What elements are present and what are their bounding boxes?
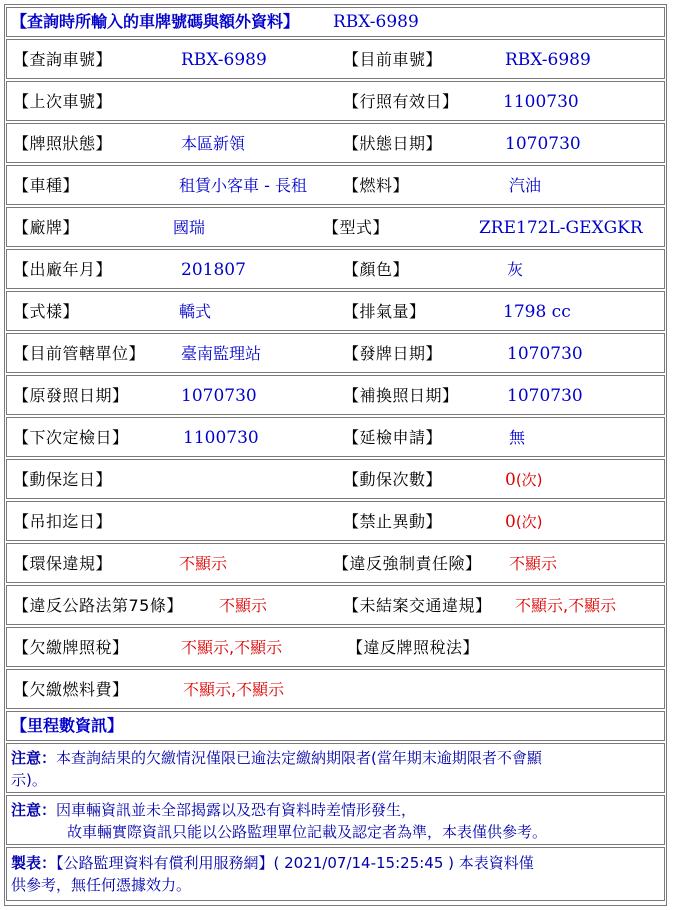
table-row: [6, 585, 665, 625]
field-label: 【違反公路法第75條】: [13, 596, 183, 615]
field-value: 臺南監理站: [181, 344, 262, 363]
mileage-title: 【里程數資訊】: [11, 716, 124, 735]
field-label: 【車種】: [13, 176, 80, 195]
table-row: [6, 123, 665, 163]
field-value: 1798 cc: [503, 302, 571, 322]
field-label: 【式樣】: [13, 302, 80, 321]
table-row: [6, 291, 665, 331]
field-value: 不顯示,不顯示: [183, 680, 285, 699]
table-row: [6, 39, 665, 79]
field-label: 【吊扣迄日】: [13, 512, 113, 531]
field-label: 【未結案交通違規】: [343, 596, 492, 615]
field-value: 本區新領: [181, 134, 246, 153]
field-label: 【違反強制責任險】: [333, 554, 482, 573]
field-label: 【違反牌照稅法】: [347, 638, 480, 657]
field-value: 1070730: [181, 386, 257, 406]
mileage-row: [6, 711, 665, 741]
header-plate: RBX-6989: [333, 12, 419, 32]
field-label: 【廠牌】: [13, 218, 80, 237]
field-label: 【牌照狀態】: [13, 134, 113, 153]
field-value: 不顯示,不顯示: [515, 596, 617, 615]
field-value: 汽油: [509, 176, 542, 195]
field-label: 【排氣量】: [343, 302, 426, 321]
field-value: 租賃小客車 - 長租: [179, 176, 307, 195]
field-label: 【動保迄日】: [13, 470, 113, 489]
field-value: 1070730: [507, 386, 583, 406]
field-label: 【目前車號】: [343, 50, 443, 69]
field-value: RBX-6989: [181, 50, 267, 70]
field-label: 【欠繳牌照稅】: [13, 638, 129, 657]
field-value: 無: [509, 428, 526, 447]
note-label: 注意：: [11, 801, 57, 819]
field-value: 不顯示: [179, 554, 228, 573]
field-label: 【下次定檢日】: [13, 428, 129, 447]
field-label: 【發牌日期】: [343, 344, 443, 363]
table-row: [6, 81, 665, 121]
field-value: 0(次): [505, 470, 543, 490]
table-row: [6, 459, 665, 499]
field-value: 不顯示,不顯示: [181, 638, 283, 657]
field-label: 【查詢車號】: [13, 50, 113, 69]
table-row: [6, 207, 665, 247]
field-value: 1070730: [507, 344, 583, 364]
table-row: [6, 249, 665, 289]
header-row: [6, 7, 665, 37]
table-row: [6, 417, 665, 457]
note-label: 製表：: [11, 854, 57, 872]
field-value: 0(次): [505, 512, 543, 532]
field-value: 不顯示: [509, 554, 558, 573]
field-label: 【環保違規】: [13, 554, 113, 573]
field-value: 1100730: [503, 92, 579, 112]
note-label: 注意：: [11, 749, 57, 767]
field-value: 灰: [507, 260, 524, 279]
table-row: [6, 669, 665, 709]
table-row: [6, 375, 665, 415]
field-value: ZRE172L-GEXGKR: [479, 218, 643, 238]
field-value: RBX-6989: [505, 50, 591, 70]
field-label: 【欠繳燃料費】: [13, 680, 129, 699]
table-row: [6, 501, 665, 541]
field-label: 【燃料】: [343, 176, 410, 195]
field-value: 國瑞: [173, 218, 206, 237]
field-label: 【行照有效日】: [343, 92, 459, 111]
field-label: 【禁止異動】: [343, 512, 443, 531]
note-2: 注意：因車輛資訊並未全部揭露以及恐有資料時差情形發生， 故車輛實際資訊只能以公路監理單位記載及認定者為準，本表僅供參考。: [11, 801, 548, 841]
note-3: 製表：【公路監理資料有償利用服務網】( 2021/07/14-15:25:45 ) 本表資料僅 供參考，無任何憑據效力。: [11, 854, 534, 894]
field-value: 不顯示: [219, 596, 268, 615]
field-label: 【目前管轄單位】: [13, 344, 146, 363]
field-value: 201807: [181, 260, 246, 280]
field-label: 【型式】: [323, 218, 390, 237]
field-label: 【補換照日期】: [343, 386, 459, 405]
table-row: [6, 333, 665, 373]
field-value: 1100730: [183, 428, 259, 448]
field-label: 【原發照日期】: [13, 386, 129, 405]
field-label: 【出廠年月】: [13, 260, 113, 279]
field-label: 【顏色】: [343, 260, 410, 279]
field-value: 1070730: [505, 134, 581, 154]
field-label: 【延檢申請】: [343, 428, 443, 447]
note-1: 注意：本查詢結果的欠繳情況僅限已逾法定繳納期限者(當年期末逾期限者不會顯 示)。: [11, 749, 542, 789]
table-row: [6, 543, 665, 583]
field-label: 【狀態日期】: [343, 134, 443, 153]
note-row: [6, 795, 665, 845]
note-row: [6, 743, 665, 793]
note-row: [6, 847, 665, 901]
field-label: 【上次車號】: [13, 92, 113, 111]
field-value: 轎式: [179, 302, 212, 321]
header-title: 【查詢時所輸入的車牌號碼與額外資料】: [11, 12, 300, 31]
table-row: [6, 627, 665, 667]
field-label: 【動保次數】: [343, 470, 443, 489]
table-row: [6, 165, 665, 205]
